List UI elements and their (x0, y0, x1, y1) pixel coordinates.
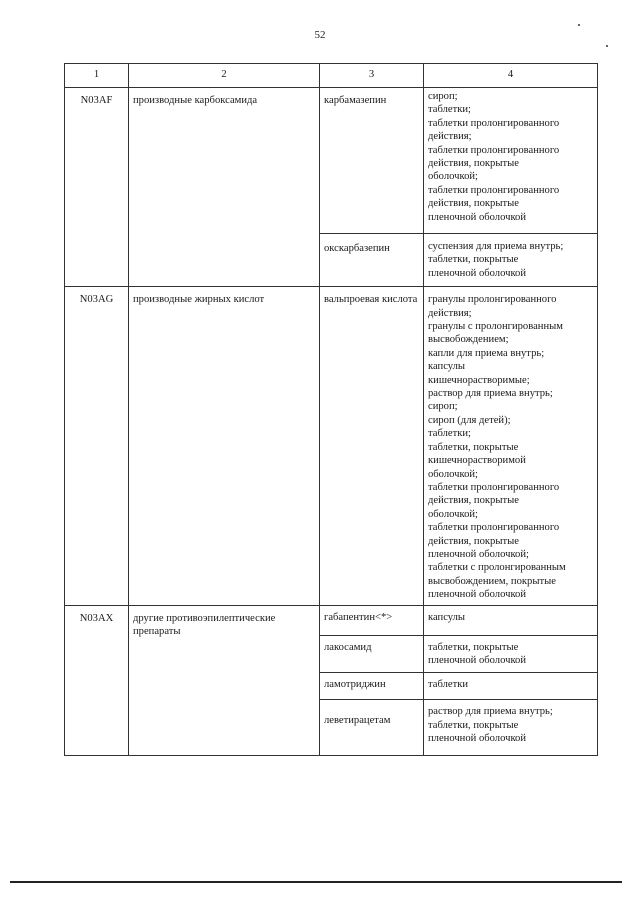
table-header-row (65, 64, 598, 88)
dosage-form-line: сироп; (428, 401, 458, 413)
dosage-form-line: таблетки пролонгированного (428, 117, 560, 129)
dosage-form-line: действия, покрытые (428, 535, 519, 547)
dosage-forms (424, 635, 598, 673)
drug-name: леветирацетам (320, 700, 424, 755)
dosage-form-line: таблетки (428, 679, 469, 691)
dosage-form-line: высвобождением, покрытые (428, 575, 556, 587)
scan-speck (606, 45, 608, 47)
dosage-form-line: пленочной оболочкой (428, 211, 527, 223)
dosage-form-line: высвобождением; (428, 334, 509, 346)
dosage-form-line: пленочной оболочкой (428, 589, 527, 601)
dosage-form-line: таблетки, покрытые (428, 254, 519, 266)
atc-code: N03AX (65, 605, 129, 755)
dosage-form-line: суспензия для приема внутрь; (428, 241, 564, 252)
table-row (65, 88, 598, 234)
dosage-form-line: действия, покрытые (428, 495, 519, 507)
dosage-form-line: капли для приема внутрь; (428, 347, 545, 359)
dosage-form-line: раствор для приема внутрь; (428, 706, 553, 718)
dosage-form-line: капсулы (428, 611, 466, 623)
dosage-form-line: пленочной оболочкой; (428, 548, 529, 560)
dosage-form-line: оболочкой; (428, 171, 478, 183)
dosage-form-line: раствор для приема внутрь; (428, 388, 553, 400)
drug-name: габапентин<*> (320, 605, 424, 635)
dosage-form-line: таблетки, покрытые (428, 641, 519, 653)
column-header: 3 (320, 64, 424, 88)
dosage-forms (424, 88, 598, 234)
dosage-form-line: оболочкой; (428, 468, 478, 480)
dosage-form-line: капсулы (428, 361, 466, 373)
table-row (65, 287, 598, 605)
bottom-rule (10, 881, 622, 883)
dosage-forms (424, 287, 598, 605)
dosage-form-line: оболочкой; (428, 508, 478, 520)
dosage-forms (424, 234, 598, 287)
group-name: производные жирных кислот (129, 287, 320, 605)
dosage-form-line: пленочной оболочкой (428, 267, 527, 279)
dosage-form-line: действия; (428, 131, 472, 143)
drug-name: карбамазепин (320, 88, 424, 234)
column-header: 4 (424, 64, 598, 88)
dosage-form-line: таблетки пролонгированного (428, 522, 560, 534)
atc-code: N03AF (65, 88, 129, 287)
drug-name: окскарбазепин (320, 234, 424, 287)
dosage-forms (424, 673, 598, 700)
atc-code: N03AG (65, 287, 129, 605)
dosage-form-line: сироп; (428, 91, 458, 102)
column-header: 1 (65, 64, 129, 88)
dosage-form-line: кишечнорастворимые; (428, 374, 530, 386)
column-header: 2 (129, 64, 320, 88)
dosage-form-line: действия, покрытые (428, 158, 519, 170)
table-row (65, 605, 598, 635)
dosage-form-line: сироп (для детей); (428, 414, 511, 426)
drug-table (64, 63, 598, 756)
drug-name: ламотриджин (320, 673, 424, 700)
dosage-form-line: таблетки; (428, 428, 471, 440)
dosage-form-line: пленочной оболочкой (428, 654, 527, 666)
dosage-forms (424, 605, 598, 635)
dosage-form-line: гранулы с пролонгированным (428, 321, 563, 333)
drug-name: лакосамид (320, 635, 424, 673)
dosage-form-line: таблетки с пролонгированным (428, 562, 566, 574)
scan-speck (578, 24, 580, 26)
drug-name: вальпроевая кислота (320, 287, 424, 605)
dosage-form-line: таблетки, покрытые (428, 441, 519, 453)
dosage-forms (424, 700, 598, 755)
dosage-form-line: пленочной оболочкой (428, 733, 527, 745)
dosage-form-line: действия; (428, 307, 472, 319)
page-number: 52 (314, 29, 326, 41)
dosage-form-line: кишечнорастворимой (428, 455, 526, 467)
dosage-form-line: таблетки пролонгированного (428, 144, 560, 156)
group-name: другие противоэпилептические препараты (129, 605, 320, 755)
dosage-form-line: гранулы пролонгированного (428, 294, 557, 306)
dosage-form-line: таблетки пролонгированного (428, 184, 560, 196)
dosage-form-line: таблетки пролонгированного (428, 481, 560, 493)
dosage-form-line: таблетки, покрытые (428, 719, 519, 731)
dosage-form-line: таблетки; (428, 104, 471, 116)
dosage-form-line: действия, покрытые (428, 198, 519, 210)
group-name: производные карбоксамида (129, 88, 320, 287)
